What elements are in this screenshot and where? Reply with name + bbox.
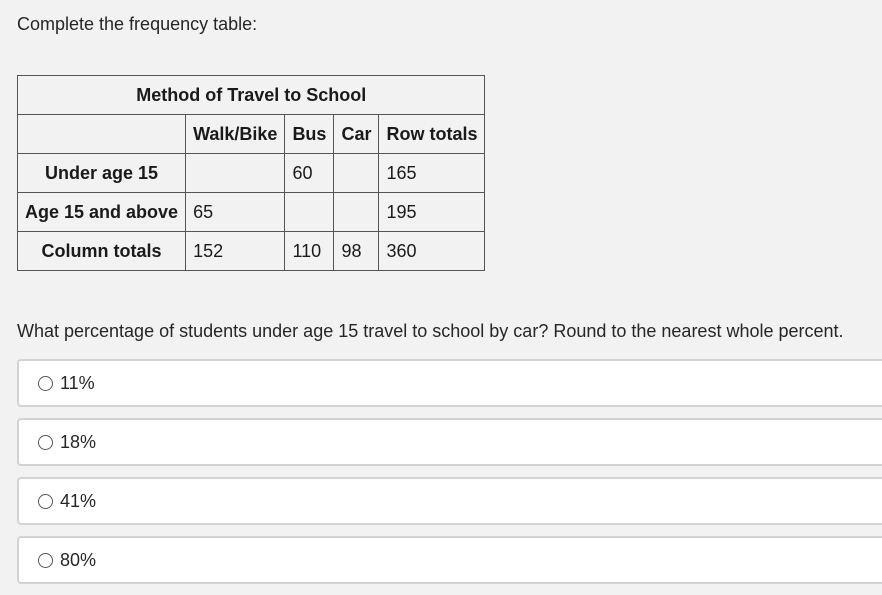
answer-choice-18-percent[interactable] (17, 418, 882, 466)
radio-button-icon[interactable] (38, 553, 53, 568)
choice-label: 80% (60, 549, 97, 570)
prompt-text: Complete the frequency table: (17, 14, 258, 34)
cell-bus: 60 (285, 154, 334, 193)
cell-walk-bike: 152 (186, 232, 285, 271)
radio-button-icon[interactable] (38, 435, 53, 450)
cell-walk-bike: 65 (186, 193, 285, 232)
frequency-table (17, 75, 485, 271)
question-text: What percentage of students under age 15 travel to school by car? Round to the nearest whole percent. (17, 321, 844, 341)
cell-bus (285, 193, 334, 232)
table-row (18, 154, 485, 193)
header-bus: Bus (285, 115, 334, 154)
cell-bus: 110 (285, 232, 334, 271)
row-label: Age 15 and above (18, 193, 186, 232)
cell-walk-bike (186, 154, 285, 193)
radio-button-icon[interactable] (38, 376, 53, 391)
header-walk-bike: Walk/Bike (186, 115, 285, 154)
row-label: Under age 15 (18, 154, 186, 193)
table-header-row (18, 115, 485, 154)
choice-label: 11% (60, 372, 95, 393)
header-car: Car (334, 115, 379, 154)
answer-choice-11-percent[interactable] (17, 359, 882, 407)
row-label: Column totals (18, 232, 186, 271)
cell-row-total: 360 (379, 232, 485, 271)
answer-choice-41-percent[interactable] (17, 477, 882, 525)
answer-choice-80-percent[interactable] (17, 536, 882, 584)
cell-car (334, 154, 379, 193)
header-corner (18, 115, 186, 154)
header-row-totals: Row totals (379, 115, 485, 154)
choice-label: 41% (60, 490, 97, 511)
table-row (18, 193, 485, 232)
cell-car (334, 193, 379, 232)
cell-row-total: 165 (379, 154, 485, 193)
cell-row-total: 195 (379, 193, 485, 232)
table-row (18, 232, 485, 271)
radio-button-icon[interactable] (38, 494, 53, 509)
cell-car: 98 (334, 232, 379, 271)
choice-label: 18% (60, 431, 97, 452)
table-caption: Method of Travel to School (18, 76, 485, 115)
